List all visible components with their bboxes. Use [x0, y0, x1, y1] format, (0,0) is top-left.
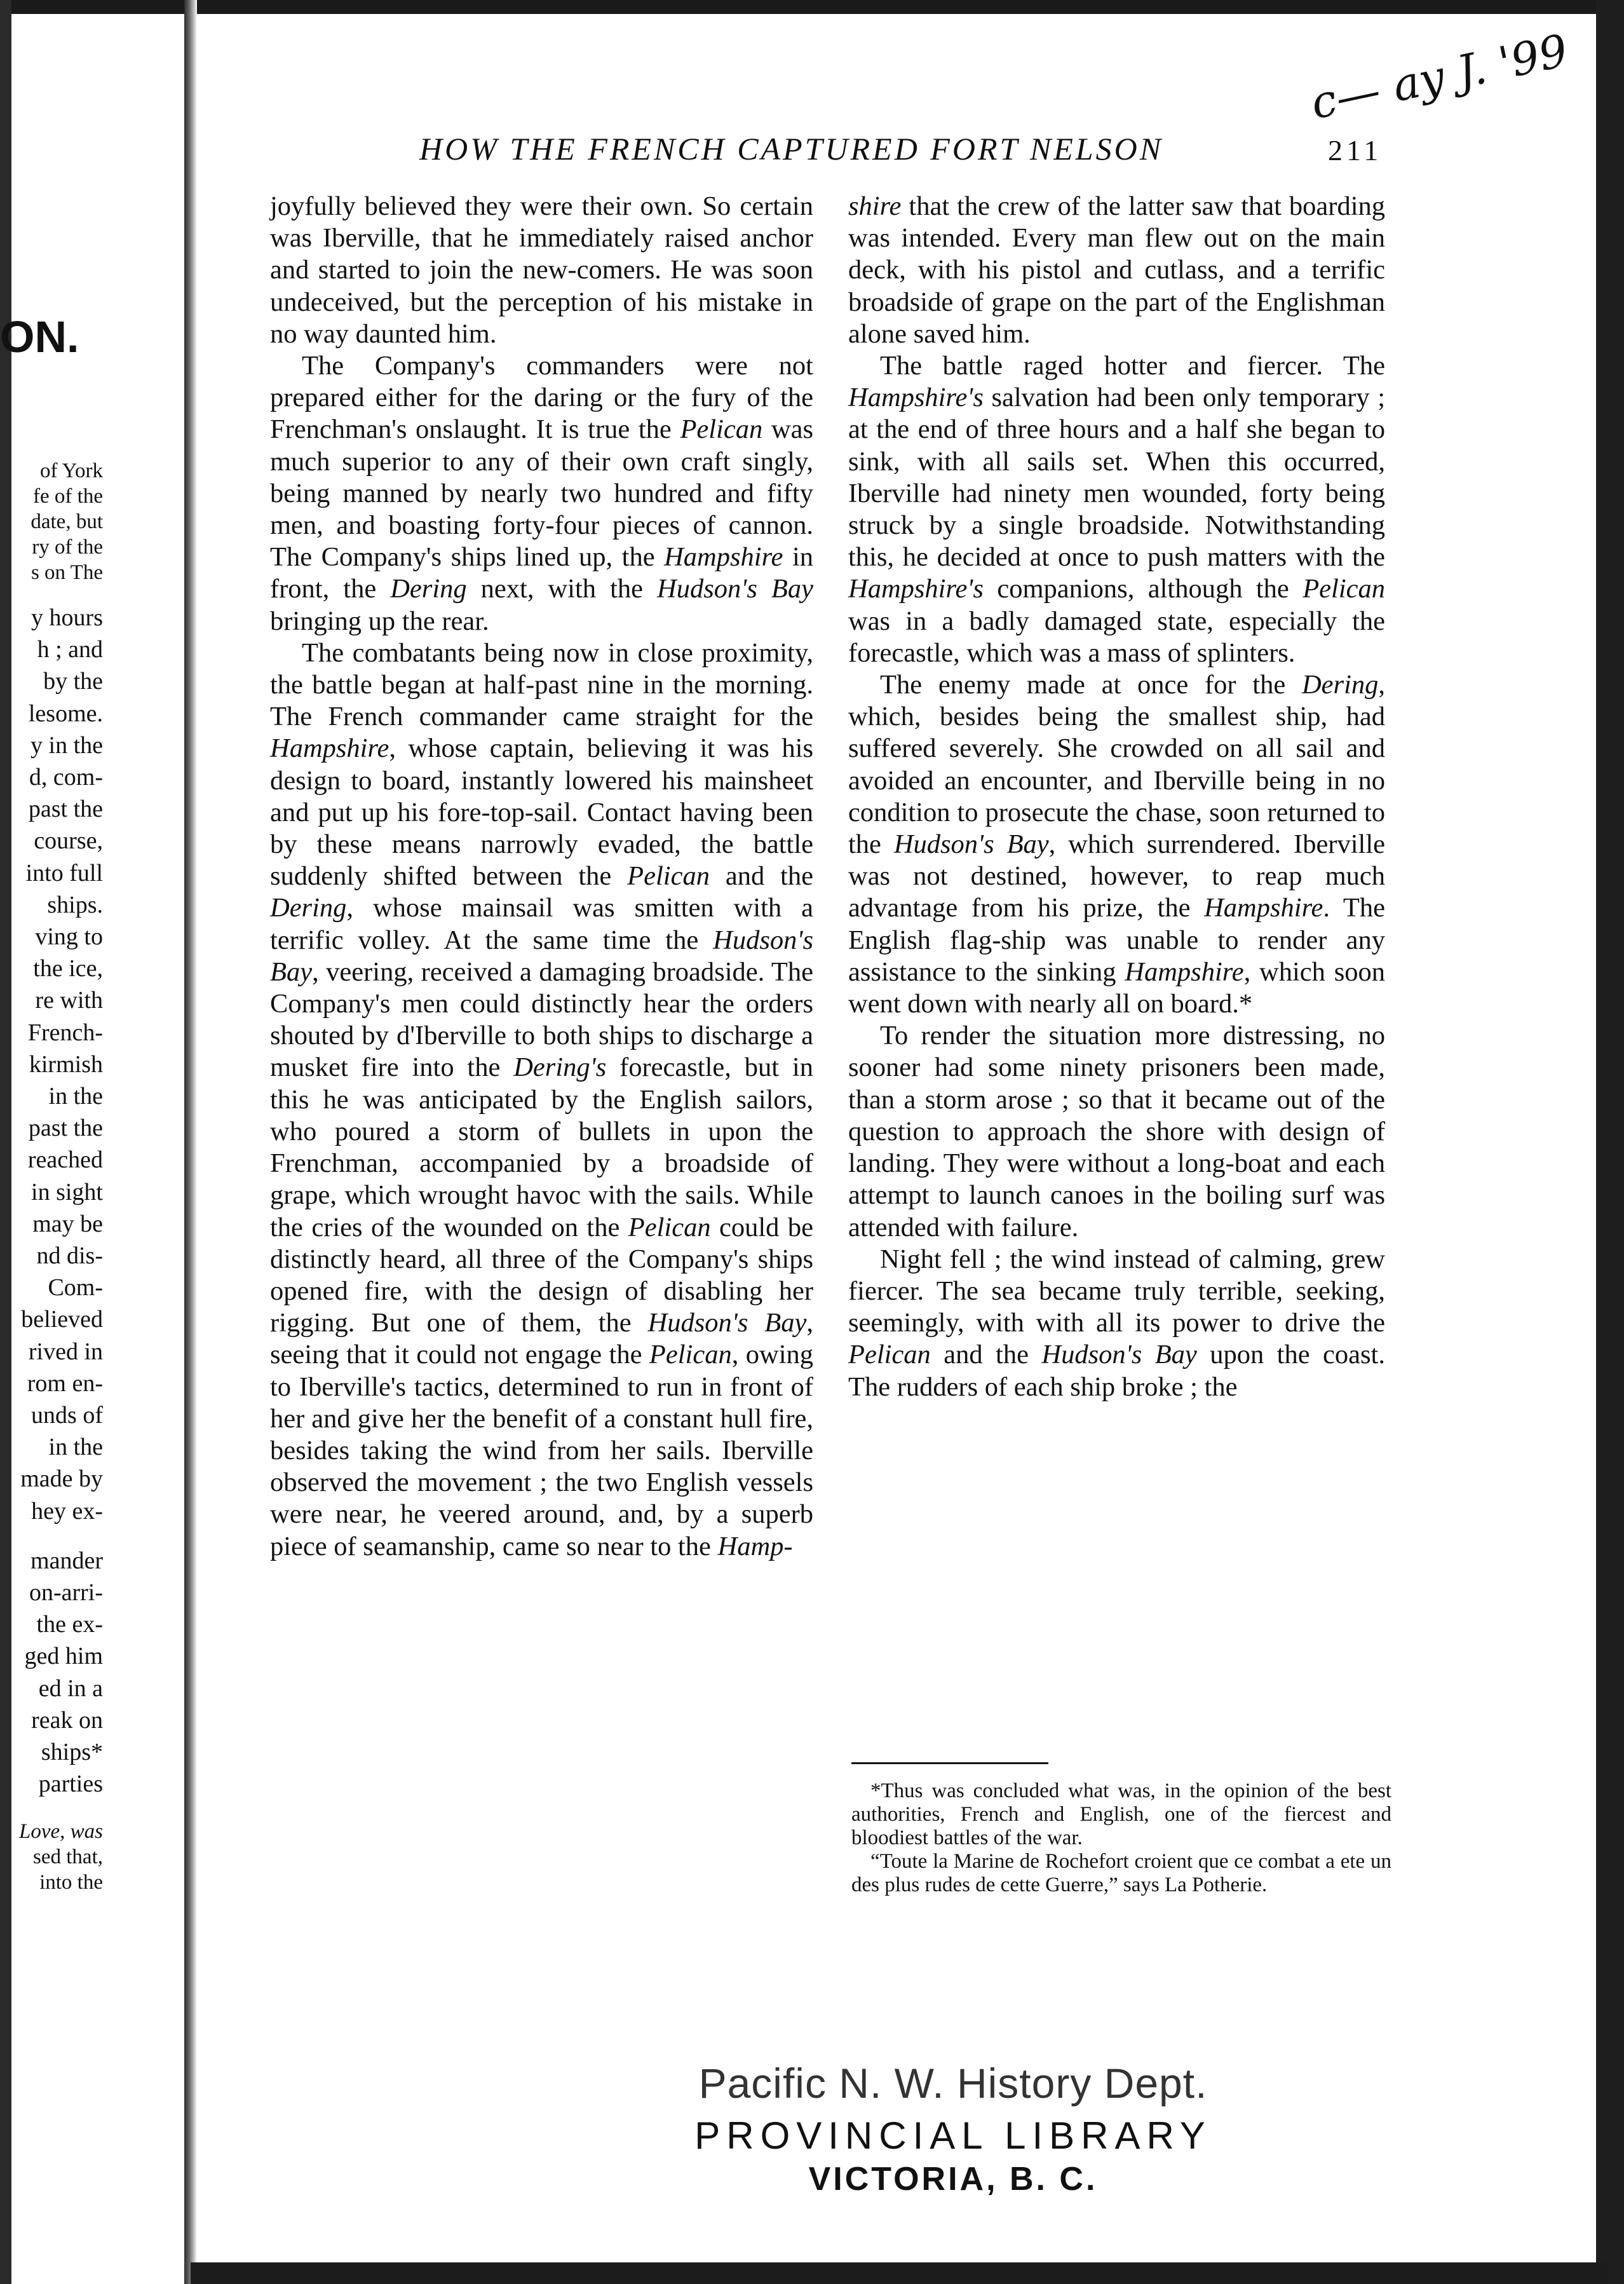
footnotes — [851, 1779, 1391, 1897]
paragraph: The combatants being now in close proximity, the battle began at half-past nine in the morning. The French commander came straight for the Hampshire, whose captain, believing it was his design to board, instantly lowered his mainsheet and put up his fore-top-sail. Contact having been by these means narrowly evaded, the battle suddenly shifted between the Pelican and the Dering, whose mainsail was smitten with a terrific volley. At the same time the Hudson's Bay, veering, received a damaging broadside. The Company's men could distinctly hear the orders shouted by d'Iberville to both ships to discharge a musket fire into the Dering's forecastle, but in this he was anticipated by the English sailors, who poured a storm of bullets in upon the Frenchman, accompanied by a broadside of grape, which wrought havoc with the sails. While the cries of the wounded on the Pelican could be distinctly heard, all three of the Company's ships opened fire, with the design of disabling her rigging. But one of them, the Hudson's Bay, seeing that it could not engage the Pelican, owing to Iberville's tactics, determined to run in front of her and give her the benefit of a constant hull fire, besides taking the wind from her sails. Iberville observed the movement ; the two English vessels were near, he veered around, and, by a superb piece of seamanship, came so near to the Hamp- — [270, 637, 814, 1561]
previous-page-line: y hours — [31, 604, 103, 631]
previous-page-line: past the — [28, 796, 103, 823]
previous-page-line: ships. — [47, 891, 103, 918]
previous-page-line: date, but — [30, 510, 103, 533]
previous-page-line: nd dis- — [36, 1242, 103, 1269]
previous-page-line: reak on — [31, 1706, 103, 1734]
paragraph: shire that the crew of the latter saw that boarding was intended. Every man flew out on the main deck, with his pistol and cutlass, and a terrific broadside of grape on the part of the Englishman alone saved him. — [848, 191, 1385, 349]
previous-page-line: in sight — [31, 1178, 103, 1206]
stamp-line: Pacific N. W. History Dept. — [698, 2060, 1208, 2107]
previous-page-line: ry of the — [32, 536, 103, 559]
left-column — [270, 191, 813, 1563]
running-header: HOW THE FRENCH CAPTURED FORT NELSON — [419, 131, 1164, 167]
previous-page-line: Com- — [48, 1274, 103, 1302]
previous-page-line: rom en- — [27, 1370, 103, 1397]
previous-page-line: of York — [39, 459, 103, 482]
previous-page-fragment — [0, 0, 184, 2284]
previous-page-line: on-arri- — [29, 1579, 103, 1606]
previous-page-line: in the — [48, 1083, 103, 1110]
previous-page-line: Love, was — [19, 1820, 103, 1844]
previous-page-line: French- — [27, 1019, 103, 1046]
handwritten-note: c— ay J. '99 — [1306, 24, 1573, 130]
previous-page-line: ed in a — [38, 1675, 103, 1702]
previous-page-line: mander — [30, 1547, 103, 1574]
scan-border-bottom — [191, 2262, 1607, 2284]
previous-page-line: fe of the — [33, 485, 103, 508]
previous-page-line: ged him — [24, 1643, 103, 1670]
paragraph: The enemy made at once for the Dering, which, besides being the smallest ship, had suffered severely. She crowded on all sail and avoided an encounter, and Iberville being in no condition to prosecute the chase, soon returned to the Hudson's Bay, which surrendered. Iberville was not destined, however, to reap much advantage from his prize, the Hampshire. The English flag-ship was unable to render any assistance to the sinking Hampshire, which soon went down with nearly all on board.* — [848, 670, 1385, 1019]
previous-page-line: into full — [25, 859, 103, 887]
page-number: 211 — [1328, 134, 1383, 167]
previous-page-line: rived in — [28, 1338, 103, 1365]
stamp-line: PROVINCIAL LIBRARY — [694, 2114, 1212, 2157]
previous-page-line: y in the — [30, 731, 103, 759]
library-stamp — [654, 2059, 1252, 2198]
previous-page-line: believed — [21, 1306, 103, 1333]
previous-page-line: past the — [28, 1115, 103, 1142]
paragraph: To render the situation more distressing, no sooner had some ninety prisoners been made, than a storm arose ; so that it became out of the question to approach the shore with design of landing. They were without a long-boat and each attempt to launch canoes in the boiling surf was attended with failure. — [848, 1021, 1385, 1242]
paragraph: joyfully believed they were their own. So certain was Iberville, that he immediately raised anchor and started to join the new-comers. He was soon undeceived, but the perception of his mistake in no way daunted him. — [270, 191, 813, 349]
paragraph: Night fell ; the wind instead of calming, grew fiercer. The sea became truly terrible, seeking, seemingly, with with all its power to drive the Pelican and the Hudson's Bay upon the coast. The rudders of each ship broke ; the — [848, 1244, 1385, 1402]
paragraph: The battle raged hotter and fiercer. The Hampshire's salvation had been only temporary ; at the end of three hours and a half she began to sink, with all sails set. When this occurred, Iberville had ninety men wounded, forty being struck by a single broadside. Notwithstanding this, he decided at once to push matters with the Hampshire's companions, although the Pelican was in a badly damaged state, especially the forecastle, which was a mass of splinters. — [848, 351, 1385, 668]
previous-page-line: kirmish — [29, 1050, 103, 1078]
previous-page-line: parties — [38, 1771, 103, 1798]
scan-border-right — [1596, 0, 1624, 2284]
previous-page-line: lesome. — [28, 700, 103, 727]
paragraph: The Company's commanders were not prepared either for the daring or the fury of the Frenchman's onslaught. It is true the Pelican was much superior to any of their own craft singly, being manned by nearly two hundred and fifty men, and boasting forty-four pieces of cannon. The Company's ships lined up, the Hampshire in front, the Dering next, with the Hudson's Bay bringing up the rear. — [270, 351, 814, 636]
page-gutter — [184, 0, 197, 2284]
previous-page-line: made by — [20, 1465, 103, 1493]
previous-page-line: may be — [32, 1210, 103, 1237]
scan-border-top — [0, 0, 1624, 14]
previous-page-line: h ; and — [37, 636, 103, 663]
previous-page-line: by the — [43, 668, 103, 695]
previous-page-line: s on The — [30, 561, 103, 584]
footnote-rule — [851, 1762, 1048, 1764]
footnote: *Thus was concluded what was, in the opinion of the best authorities, French and English, one of the fiercest and bloodiest battles of the war. — [851, 1779, 1391, 1849]
stamp-line: VICTORIA, B. C. — [808, 2161, 1098, 2198]
previous-page-line: ships* — [41, 1739, 103, 1765]
previous-page-heading: ON. — [0, 312, 79, 362]
footnote: “Toute la Marine de Rochefort croient que ce combat a ete un des plus rudes de cette Guerre,” says La Potherie. — [851, 1850, 1391, 1896]
previous-page-line: hey ex- — [31, 1497, 103, 1525]
previous-page-line: sed that, — [33, 1846, 103, 1869]
previous-page-line: re with — [35, 987, 103, 1014]
previous-page-line: into the — [39, 1871, 103, 1894]
previous-page-line: unds of — [31, 1402, 103, 1429]
previous-page-line: the ex- — [36, 1611, 103, 1638]
previous-page-line: course, — [34, 827, 103, 855]
previous-page-line: in the — [48, 1434, 103, 1461]
previous-page-line: reached — [27, 1146, 103, 1174]
previous-page-line: d, com- — [29, 764, 103, 791]
previous-page-line: ving to — [35, 923, 103, 950]
right-column — [848, 191, 1385, 1403]
previous-page-line: the ice, — [33, 955, 103, 982]
